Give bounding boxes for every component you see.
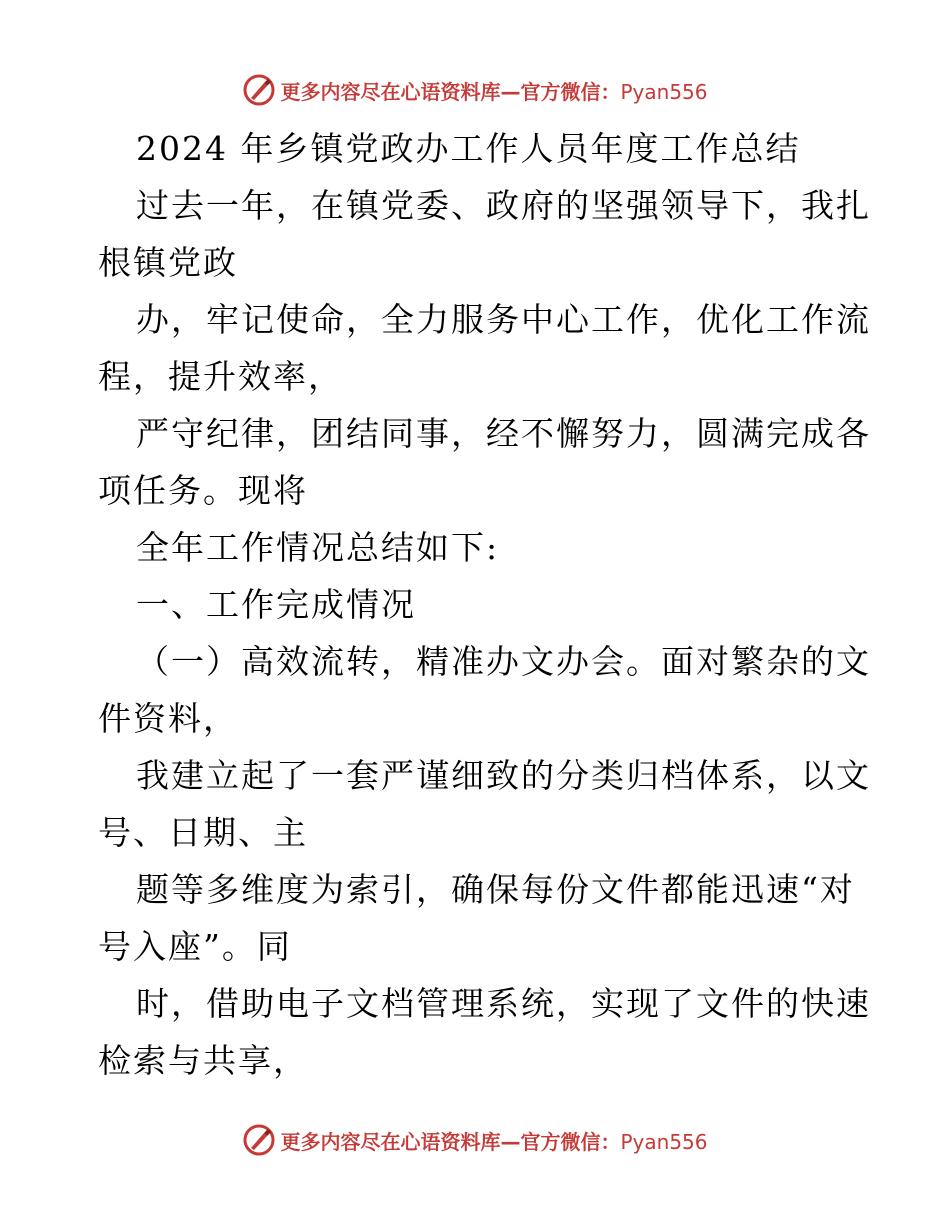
text-line: 题等多维度为索引，确保每份文件都能迅速“对 — [136, 870, 855, 909]
footer-banner — [0, 1120, 950, 1160]
text-line: 件资料， — [98, 699, 238, 738]
text-line: 一、工作完成情况 — [136, 585, 416, 624]
text-line: 检索与共享， — [98, 1041, 308, 1080]
text-line: 根镇党政 — [98, 243, 238, 282]
header-banner — [0, 70, 950, 110]
text-line: 号、日期、主 — [98, 813, 308, 852]
banner-text: 更多内容尽在心语资料库—官方微信：Pyan556 — [280, 1129, 708, 1154]
text-line: 全年工作情况总结如下: — [136, 528, 500, 567]
text-line: 时，借助电子文档管理系统，实现了文件的快速 — [136, 984, 871, 1023]
document-body — [98, 120, 871, 1089]
text-line: 过去一年，在镇党委、政府的坚强领导下，我扎 — [136, 186, 871, 225]
text-line: 我建立起了一套严谨细致的分类归档体系，以文 — [136, 756, 871, 795]
text-line: 严守纪律，团结同事，经不懈努力，圆满完成各 — [136, 414, 871, 453]
text-line: 程，提升效率， — [98, 357, 343, 396]
pen-swirl-logo-icon — [242, 1123, 276, 1157]
text-line: （一）高效流转，精准办文办会。面对繁杂的文 — [136, 642, 871, 681]
text-line: 项任务。现将 — [98, 471, 308, 510]
pen-swirl-logo-icon — [242, 73, 276, 107]
text-line: 办，牢记使命，全力服务中心工作，优化工作流 — [136, 300, 871, 339]
banner-text: 更多内容尽在心语资料库—官方微信：Pyan556 — [280, 79, 708, 104]
text-line: 2024 年乡镇党政办工作人员年度工作总结 — [136, 129, 801, 168]
text-line: 号入座”。同 — [98, 927, 292, 966]
